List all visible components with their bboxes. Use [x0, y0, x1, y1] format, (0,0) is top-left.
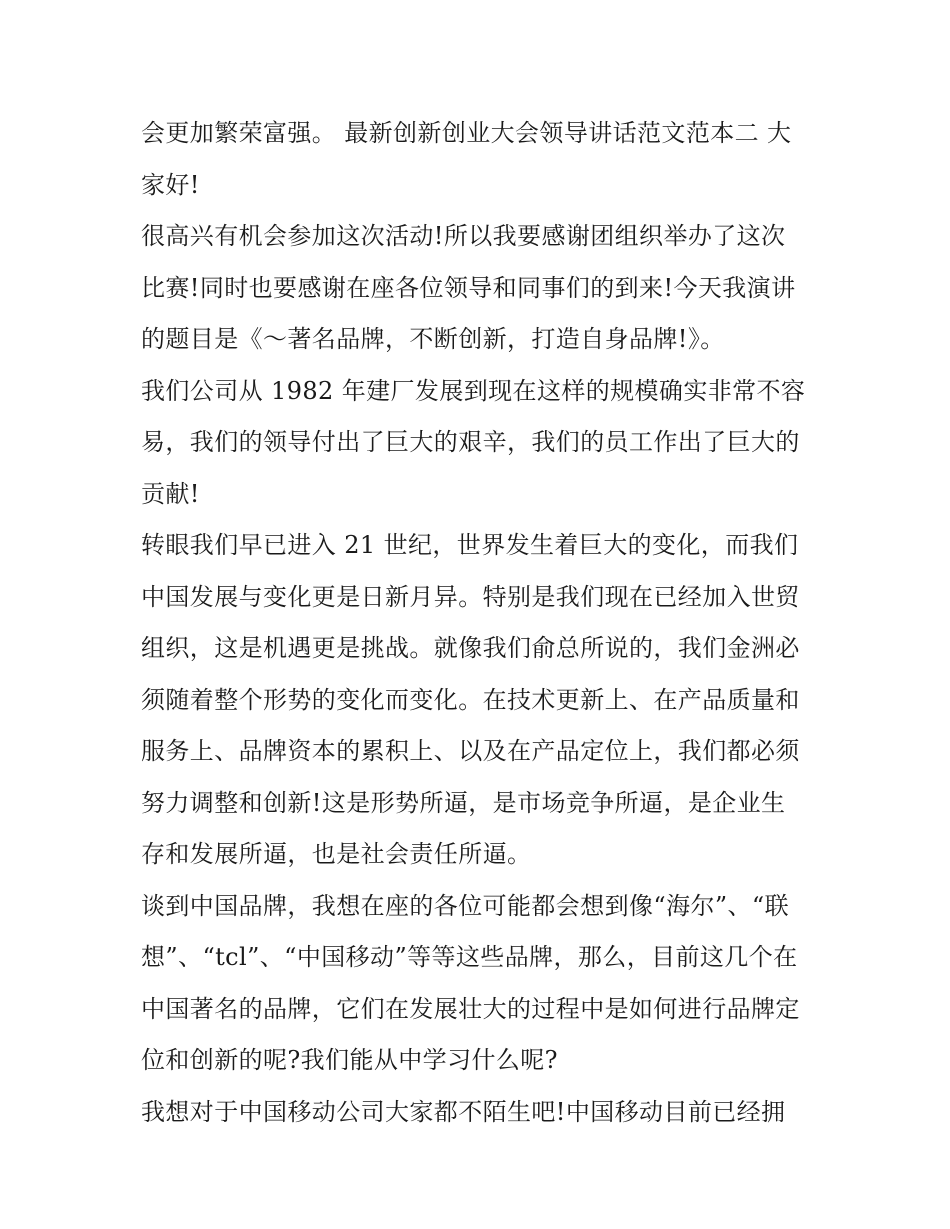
text-line: 的题目是《～著名品牌，不断创新，打造自身品牌!》。 [141, 325, 725, 353]
text-line: 须随着整个形势的变化而变化。在技术更新上、在产品质量和 [141, 685, 800, 714]
text-line: 服务上、品牌资本的累积上、以及在产品定位上，我们都必须 [141, 737, 800, 765]
text-line: 我们公司从 1982 年建厂发展到现在这样的规模确实非常不容 [141, 376, 806, 405]
text-line: 易，我们的领导付出了巨大的艰辛，我们的员工作出了巨大的 [141, 428, 800, 456]
text-line: 努力调整和创新!这是形势所逼，是市场竞争所逼，是企业生 [141, 788, 786, 817]
text-line: 转眼我们早已进入 21 世纪，世界发生着巨大的变化，而我们 [141, 531, 799, 559]
body-text [141, 108, 821, 1138]
text-line: 很高兴有机会参加这次活动!所以我要感谢团组织举办了这次 [141, 222, 786, 250]
text-line: 谈到中国品牌，我想在座的各位可能都会想到像“海尔”、“联 [141, 891, 790, 920]
text-line: 位和创新的呢?我们能从中学习什么呢? [141, 1046, 558, 1074]
text-line: 比赛!同时也要感谢在座各位领导和同事们的到来!今天我演讲 [141, 273, 796, 302]
text-line: 我想对于中国移动公司大家都不陌生吧!中国移动目前已经拥 [141, 1097, 786, 1126]
text-line: 存和发展所逼，也是社会责任所逼。 [141, 840, 532, 868]
text-line: 贡献! [141, 479, 200, 508]
text-line: 家好! [141, 170, 200, 199]
text-line: 中国著名的品牌，它们在发展壮大的过程中是如何进行品牌定 [141, 994, 800, 1023]
text-line: 会更加繁荣富强。 最新创新创业大会领导讲话范文范本二 大 [141, 119, 792, 147]
text-line: 想”、“tcl”、“中国移动”等等这些品牌，那么，目前这几个在 [141, 943, 798, 971]
text-line: 中国发展与变化更是日新月异。特别是我们现在已经加入世贸 [141, 582, 800, 611]
text-line: 组织，这是机遇更是挑战。就像我们俞总所说的，我们金洲必 [141, 634, 800, 662]
